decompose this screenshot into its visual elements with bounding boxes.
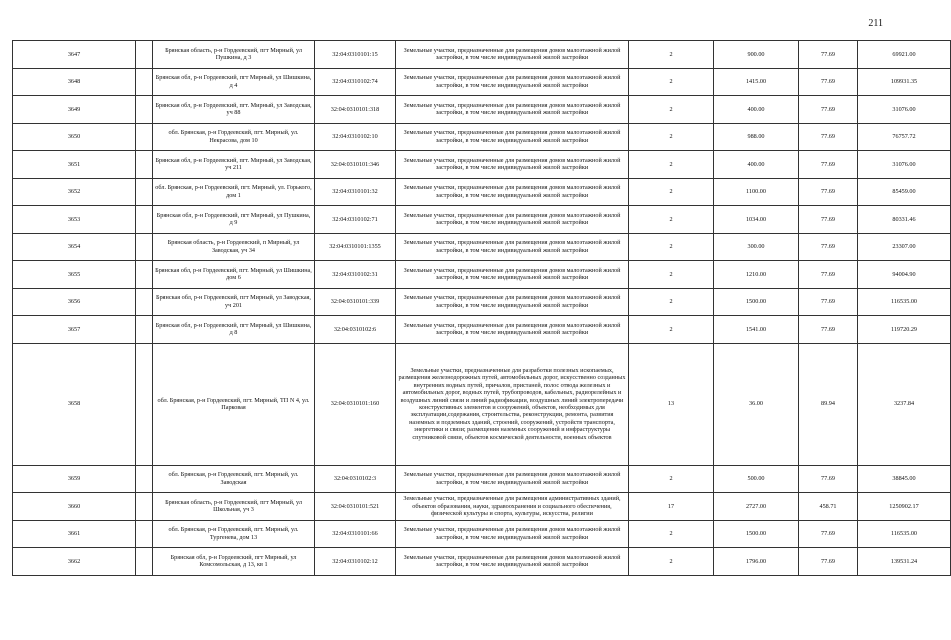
cadastral-value-cell: 76757.72: [858, 123, 951, 151]
specific-value-cell: 77.69: [799, 206, 858, 234]
use-code-cell: 13: [629, 343, 714, 465]
blank-cell: [136, 41, 153, 69]
cadastral-value-cell: 31076.00: [858, 96, 951, 124]
land-use-cell: Земельные участки, предназначенные для размещения домов малоэтажной жилой застройки, в том числе индивидуальной жилой застройки: [396, 520, 629, 548]
cadastral-value-cell: 94004.90: [858, 261, 951, 289]
page-number: 211: [868, 18, 883, 29]
area-cell: 1500.00: [714, 288, 799, 316]
cadastral-number-cell: 32:04:0310101:15: [315, 41, 396, 69]
cadastral-value-cell: 3237.84: [858, 343, 951, 465]
address-cell: Брянская область, р-н Гордеевский, пгт Мирный, ул Школьная, уч 3: [153, 493, 315, 521]
blank-cell: [136, 548, 153, 576]
cadastral-value-cell: 80331.46: [858, 206, 951, 234]
row-number: 3660: [13, 493, 136, 521]
land-use-cell: Земельные участки, предназначенные для размещения домов малоэтажной жилой застройки, в том числе индивидуальной жилой застройки: [396, 261, 629, 289]
table-row: [13, 288, 951, 316]
table-row: [13, 96, 951, 124]
cadastral-number-cell: 32:04:0310102:74: [315, 68, 396, 96]
cadastral-number-cell: 32:04:0310101:318: [315, 96, 396, 124]
row-number: 3658: [13, 343, 136, 465]
cadastral-value-cell: 116535.00: [858, 288, 951, 316]
row-number: 3649: [13, 96, 136, 124]
land-use-cell: Земельные участки, предназначенные для размещения домов малоэтажной жилой застройки, в том числе индивидуальной жилой застройки: [396, 178, 629, 206]
specific-value-cell: 77.69: [799, 151, 858, 179]
use-code-cell: 2: [629, 288, 714, 316]
address-cell: Брянская обл, р-н Гордеевский, пгт Мирный, ул Пушкина, д 9: [153, 206, 315, 234]
address-cell: Брянская обл, р-н Гордеевский, пгт. Мирный, ул Заводская, уч 211: [153, 151, 315, 179]
row-number: 3656: [13, 288, 136, 316]
land-use-cell: Земельные участки, предназначенные для размещения домов малоэтажной жилой застройки, в том числе индивидуальной жилой застройки: [396, 233, 629, 261]
land-use-cell: Земельные участки, предназначенные для размещения домов малоэтажной жилой застройки, в том числе индивидуальной жилой застройки: [396, 288, 629, 316]
land-use-cell: Земельные участки, предназначенные для размещения домов малоэтажной жилой застройки, в том числе индивидуальной жилой застройки: [396, 316, 629, 344]
cadastral-value-cell: 38845.00: [858, 465, 951, 493]
address-cell: Брянская обл, р-н Гордеевский, пгт. Мирный, ул Шишкина, дом 6: [153, 261, 315, 289]
use-code-cell: 2: [629, 206, 714, 234]
row-number: 3651: [13, 151, 136, 179]
specific-value-cell: 77.69: [799, 261, 858, 289]
area-cell: 36.00: [714, 343, 799, 465]
blank-cell: [136, 68, 153, 96]
table-row: [13, 316, 951, 344]
address-cell: Брянская область, р-н Гордеевский, пгт Мирный, ул Пушкина, д 3: [153, 41, 315, 69]
area-cell: 400.00: [714, 96, 799, 124]
address-cell: Брянская обл, р-н Гордеевский, пгт Мирный, ул Шишкина, д 8: [153, 316, 315, 344]
address-cell: Брянская обл, р-н Гордеевский, пгт Мирный, ул Заводская, уч 201: [153, 288, 315, 316]
cadastral-value-cell: 119720.29: [858, 316, 951, 344]
land-use-cell: Земельные участки, предназначенные для размещения домов малоэтажной жилой застройки, в том числе индивидуальной жилой застройки: [396, 548, 629, 576]
specific-value-cell: 77.69: [799, 465, 858, 493]
use-code-cell: 2: [629, 548, 714, 576]
specific-value-cell: 77.69: [799, 68, 858, 96]
cadastral-number-cell: 32:04:0310101:521: [315, 493, 396, 521]
table-row: [13, 520, 951, 548]
cadastral-number-cell: 32:04:0310102:12: [315, 548, 396, 576]
land-use-cell: Земельные участки, предназначенные для размещения домов малоэтажной жилой застройки, в том числе индивидуальной жилой застройки: [396, 41, 629, 69]
row-number: 3650: [13, 123, 136, 151]
blank-cell: [136, 316, 153, 344]
cadastral-value-cell: 116535.00: [858, 520, 951, 548]
cadastral-value-cell: 69921.00: [858, 41, 951, 69]
row-number: 3648: [13, 68, 136, 96]
cadastral-number-cell: 32:04:0310102:10: [315, 123, 396, 151]
row-number: 3661: [13, 520, 136, 548]
cadastral-number-cell: 32:04:0310101:1355: [315, 233, 396, 261]
use-code-cell: 2: [629, 520, 714, 548]
specific-value-cell: 77.69: [799, 520, 858, 548]
cadastral-number-cell: 32:04:0310101:66: [315, 520, 396, 548]
address-cell: обл. Брянская, р-н Гордеевский, пгт. Мирный, ТП N 4, ул. Парковая: [153, 343, 315, 465]
row-number: 3647: [13, 41, 136, 69]
row-number: 3655: [13, 261, 136, 289]
blank-cell: [136, 261, 153, 289]
row-number: 3654: [13, 233, 136, 261]
blank-cell: [136, 233, 153, 261]
specific-value-cell: 77.69: [799, 548, 858, 576]
area-cell: 1034.00: [714, 206, 799, 234]
land-use-cell: Земельные участки, предназначенные для размещения домов малоэтажной жилой застройки, в том числе индивидуальной жилой застройки: [396, 206, 629, 234]
use-code-cell: 2: [629, 316, 714, 344]
address-cell: обл. Брянская, р-н Гордеевский, пгт. Мирный, ул. Горького, дом 1: [153, 178, 315, 206]
specific-value-cell: 77.69: [799, 96, 858, 124]
address-cell: обл. Брянская, р-н Гордеевский, пгт. Мирный, ул. Заводская: [153, 465, 315, 493]
row-number: 3652: [13, 178, 136, 206]
land-use-cell: Земельные участки, предназначенные для размещения домов малоэтажной жилой застройки, в том числе индивидуальной жилой застройки: [396, 123, 629, 151]
use-code-cell: 2: [629, 261, 714, 289]
cadastral-number-cell: 32:04:0310101:346: [315, 151, 396, 179]
address-cell: обл. Брянская, р-н Гордеевский, пгт. Мирный, ул. Тургенева, дом 13: [153, 520, 315, 548]
specific-value-cell: 77.69: [799, 123, 858, 151]
specific-value-cell: 77.69: [799, 288, 858, 316]
area-cell: 500.00: [714, 465, 799, 493]
table-row: [13, 68, 951, 96]
cadastral-number-cell: 32:04:0310101:160: [315, 343, 396, 465]
area-cell: 300.00: [714, 233, 799, 261]
specific-value-cell: 77.69: [799, 178, 858, 206]
cadastral-number-cell: 32:04:0310102:71: [315, 206, 396, 234]
cadastral-value-cell: 1250902.17: [858, 493, 951, 521]
area-cell: 1415.00: [714, 68, 799, 96]
cadastral-value-cell: 23307.00: [858, 233, 951, 261]
cadastral-value-cell: 31076.00: [858, 151, 951, 179]
blank-cell: [136, 288, 153, 316]
cadastral-value-cell: 85459.00: [858, 178, 951, 206]
land-use-cell: Земельные участки, предназначенные для размещения административных зданий, объектов образования, науки, здравоохранения и социального обеспечения, физической культуры и спорта, культуры, искусства, религии: [396, 493, 629, 521]
table-row: [13, 493, 951, 521]
cadastral-number-cell: 32:04:0310102:6: [315, 316, 396, 344]
address-cell: Брянская обл, р-н Гордеевский, пгт Мирный, ул Комсомольская, д 13, кв 1: [153, 548, 315, 576]
table-body: [13, 41, 951, 576]
table-row: [13, 343, 951, 465]
cadastral-number-cell: 32:04:0310102:3: [315, 465, 396, 493]
blank-cell: [136, 343, 153, 465]
area-cell: 400.00: [714, 151, 799, 179]
land-use-cell: Земельные участки, предназначенные для размещения домов малоэтажной жилой застройки, в том числе индивидуальной жилой застройки: [396, 465, 629, 493]
address-cell: Брянская область, р-н Гордеевский, п Мирный, ул Заводская, уч 34: [153, 233, 315, 261]
table-row: [13, 41, 951, 69]
specific-value-cell: 77.69: [799, 233, 858, 261]
area-cell: 1796.00: [714, 548, 799, 576]
land-use-cell: Земельные участки, предназначенные для размещения домов малоэтажной жилой застройки, в том числе индивидуальной жилой застройки: [396, 68, 629, 96]
blank-cell: [136, 96, 153, 124]
cadastral-value-cell: 139531.24: [858, 548, 951, 576]
address-cell: Брянская обл, р-н Гордеевский, пгт Мирный, ул Шишкина, д 4: [153, 68, 315, 96]
cadastral-number-cell: 32:04:0310102:31: [315, 261, 396, 289]
table-row: [13, 123, 951, 151]
blank-cell: [136, 493, 153, 521]
address-cell: Брянская обл, р-н Гордеевский, пгт. Мирный, ул Заводская, уч 88: [153, 96, 315, 124]
specific-value-cell: 458.71: [799, 493, 858, 521]
specific-value-cell: 77.69: [799, 316, 858, 344]
area-cell: 1100.00: [714, 178, 799, 206]
use-code-cell: 2: [629, 41, 714, 69]
area-cell: 988.00: [714, 123, 799, 151]
use-code-cell: 2: [629, 96, 714, 124]
use-code-cell: 17: [629, 493, 714, 521]
blank-cell: [136, 520, 153, 548]
area-cell: 1500.00: [714, 520, 799, 548]
area-cell: 2727.00: [714, 493, 799, 521]
area-cell: 1210.00: [714, 261, 799, 289]
blank-cell: [136, 123, 153, 151]
land-use-cell: Земельные участки, предназначенные для размещения домов малоэтажной жилой застройки, в том числе индивидуальной жилой застройки: [396, 151, 629, 179]
row-number: 3659: [13, 465, 136, 493]
cadastral-number-cell: 32:04:0310101:32: [315, 178, 396, 206]
row-number: 3662: [13, 548, 136, 576]
use-code-cell: 2: [629, 123, 714, 151]
row-number: 3657: [13, 316, 136, 344]
table-row: [13, 465, 951, 493]
table-row: [13, 151, 951, 179]
specific-value-cell: 89.94: [799, 343, 858, 465]
blank-cell: [136, 465, 153, 493]
blank-cell: [136, 206, 153, 234]
table-row: [13, 548, 951, 576]
use-code-cell: 2: [629, 178, 714, 206]
table-row: [13, 233, 951, 261]
use-code-cell: 2: [629, 68, 714, 96]
blank-cell: [136, 178, 153, 206]
land-use-cell: Земельные участки, предназначенные для размещения домов малоэтажной жилой застройки, в том числе индивидуальной жилой застройки: [396, 96, 629, 124]
specific-value-cell: 77.69: [799, 41, 858, 69]
table-row: [13, 206, 951, 234]
row-number: 3653: [13, 206, 136, 234]
area-cell: 900.00: [714, 41, 799, 69]
land-registry-table: [12, 40, 951, 576]
use-code-cell: 2: [629, 233, 714, 261]
blank-cell: [136, 151, 153, 179]
table-row: [13, 178, 951, 206]
land-use-cell: Земельные участки, предназначенные для разработки полезных ископаемых, размещения железнодорожных путей, автомобильных дорог, искусственно созданных внутренних водных путей, причалов, пристаней, полос отвода железных и автомобильных дорог, водных путей, трубопроводов, кабельных, радиорелейных и воздушных линий связи и линий радиофикации, воздушных линий электропередачи конструктивных элементов и сооружений, объектов, необходимых для эксплуатации,содержания, строительства, реконструкции, ремонта, развития наземных и подземных зданий, строений, сооружений, устройств транспорта, энергетики и связи; размещения наземных сооружений и инфраструктуры спутниковой связи, объектов космической деятельности, военных объектов: [396, 343, 629, 465]
area-cell: 1541.00: [714, 316, 799, 344]
cadastral-value-cell: 109931.35: [858, 68, 951, 96]
cadastral-number-cell: 32:04:0310101:339: [315, 288, 396, 316]
use-code-cell: 2: [629, 151, 714, 179]
use-code-cell: 2: [629, 465, 714, 493]
address-cell: обл. Брянская, р-н Гордеевский, пгт. Мирный, ул. Некрасова, дом 10: [153, 123, 315, 151]
table-row: [13, 261, 951, 289]
